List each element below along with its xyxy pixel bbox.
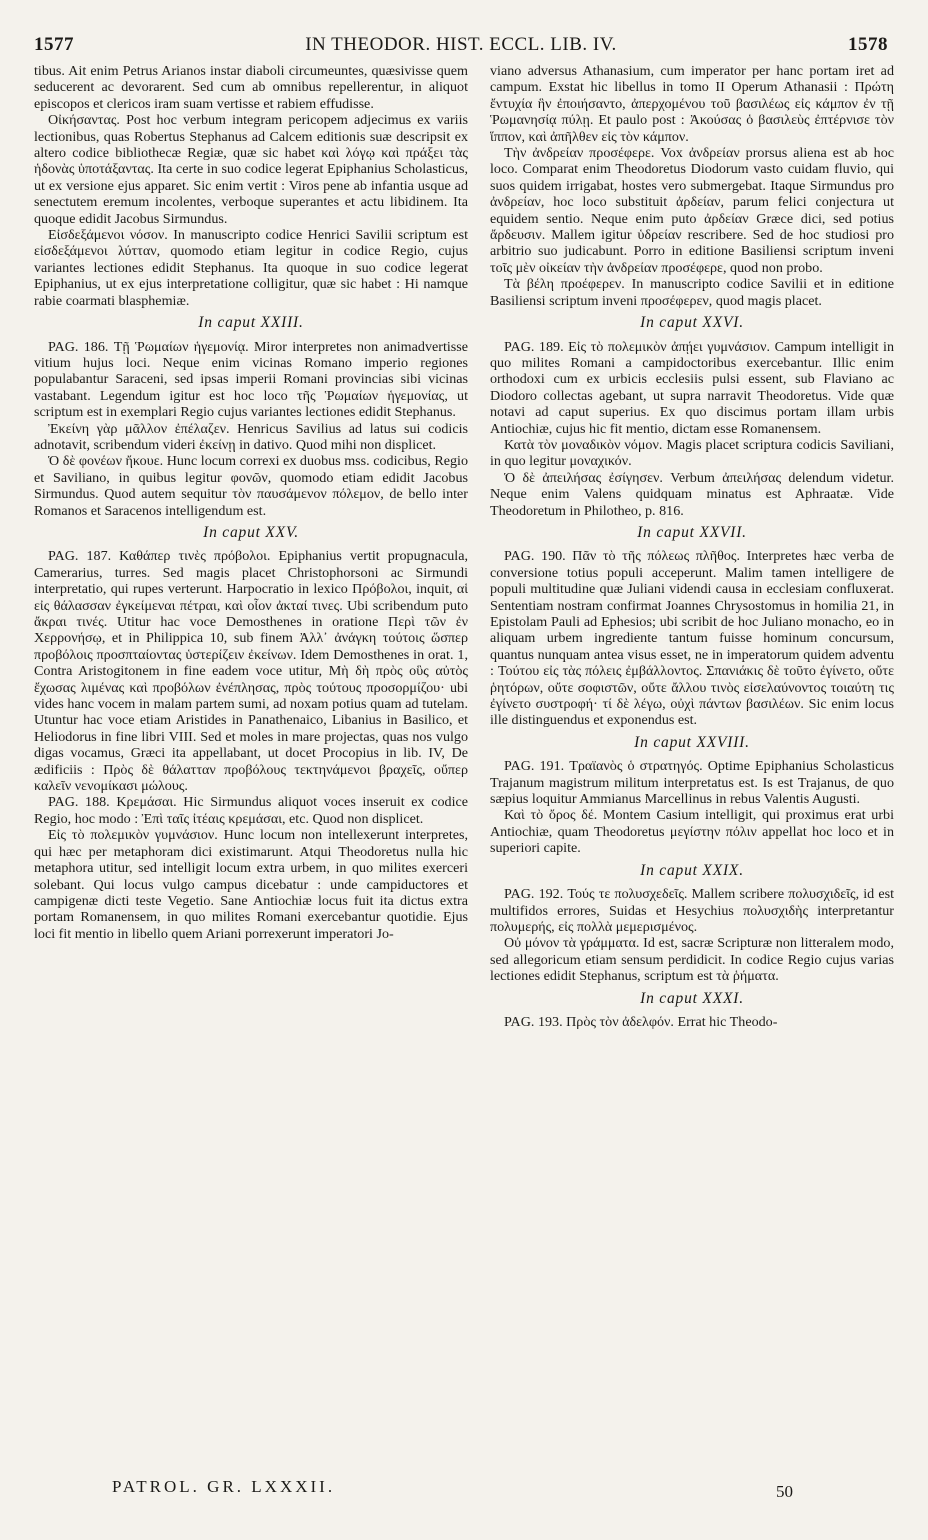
paragraph: Τὴν ἀνδρείαν προσέφερε. Vox ἀνδρείαν prorsus aliena est ab hoc loco. Comparat enim Theodoretus Diodorum vasto cuidam fluvio, qui suos quidem irrigabat, hostes vero submergebat. Itaque Sirmundus pro ἀνδρείαν, hoc loco substituit ἀρδείαν, parum felici conjectura ut equidem sentio. Neque enim puto ἀρδείαν Græce dici, sed potius ἄρδευσιν. Mallem igitur ὑδρείαν rescribere. Sed de hoc studiosi pro arbitrio suo judicabunt. Porro in editione Basiliensi scriptum inveni τοῖς μὲν οἰκείαν τὴν ἀνδρείαν προσέφερε, quod non probo. xyxy=(490,145,894,276)
paragraph: Ὁ δὲ ἀπειλήσας ἐσίγησεν. Verbum ἀπειλήσας delendum videtur. Neque enim Valens quidquam minatus est Aphraatæ. Vide Theodoretum in Philotheo, p. 816. xyxy=(490,469,894,519)
paragraph: tibus. Ait enim Petrus Arianos instar diaboli circumeuntes, quæsivisse quem seducerent ac devorarent. Sed cum ab omnibus repellerentur, in aliquot episcopos et clericos iram suam vertisse et rabiem effudisse. xyxy=(34,63,468,112)
paragraph: PAG. 188. Κρεμάσαι. Hic Sirmundus aliquot voces inseruit ex codice Regio, hoc modo : Ἐπὶ ταῖς ἰτέαις κρεμάσαι, etc. Quod non displicet. xyxy=(34,794,468,827)
paragraph: Εἰς τὸ πολεμικὸν γυμνάσιον. Hunc locum non intellexerunt interpretes, qui hæc per metaphoram dici existimarunt. Atqui Theodoretus nulla hic metaphora utitur, sed intelligit locum extra urbem, in quo milites exerceri solebant. Qui locus vulgo campus dicebatur : unde campiductores et campigenæ dicti teste Vegetio. Sane Antiochiæ locus fuit ita dictus extra portam Romanensem, in quo milites Romani exercebantur quotidie. Ejus loci fit mentio in libello quem Ariani porrexerunt imperatori Jo- xyxy=(34,827,468,942)
right-page-number: 1578 xyxy=(848,34,888,55)
paragraph: Καὶ τὸ ὄρος δέ. Montem Casium intelligit, qui proximus erat urbi Antiochiæ, quam Theodoretus μεγίστην πόλιν appellat hoc loco et in superiori capite. xyxy=(490,807,894,857)
sheet-number: 50 xyxy=(776,1482,793,1501)
section-heading: In caput XXVIII. xyxy=(634,733,750,751)
paragraph: PAG. 193. Πρὸς τὸν ἀδελφόν. Errat hic Theodo- xyxy=(504,1013,778,1030)
section-heading: In caput XXIII. xyxy=(198,314,304,332)
paragraph: PAG. 191. Τραϊανὸς ὁ στρατηγός. Optime Epiphanius Scholasticus Trajanum magistrum militum interpretatus est. Is est Trajanus, de quo sæpius loquitur Ammianus Marcellinus in rebus Valentis Augusti. xyxy=(490,758,894,808)
paragraph: PAG. 186. Τῇ Ῥωμαίων ἡγεμονίᾳ. Miror interpretes non animadvertisse vitium hujus loci. Neque enim vicinas Romano imperio regiones populabantur Saraceni, sed ipsas imperii Romani provincias sibi vicinas vastabant. Legendum igitur est hoc loco τῆς Ῥωμαίων ἡγεμονίας, ut scriptum est in exemplari Regio cujus variantes lectiones edidit Stephanus. xyxy=(34,338,468,421)
paragraph: PAG. 189. Εἰς τὸ πολεμικὸν ἀπῄει γυμνάσιον. Campum intelligit in quo milites Romani a campidoctoribus exercebantur. Illic enim orthodoxi cum ex urbicis ecclesiis pulsi essent, sub Flaviano ac Diodoro collectas agebant, ut supra narravit Theodoretus. Vide quæ notavi ad caput superius. Ex quo discimus portam illam urbis Antiochiæ, cujus hic fit mentio, dictam esse Romanensem. xyxy=(490,338,894,437)
section-heading: In caput XXIX. xyxy=(640,861,744,879)
section-heading: In caput XXVII. xyxy=(637,523,747,541)
signature-mark: PATROL. GR. LXXXII. xyxy=(112,1477,336,1496)
section-heading: In caput XXV. xyxy=(203,523,299,541)
paragraph: PAG. 187. Καθάπερ τινὲς πρόβολοι. Epiphanius vertit propugnacula, Camerarius, turres. Sed magis placet Christophorsoni ac Sirmundi interpretatio, qui rupes verterunt. Harpocratio in lexico Πρόβολοι, inquit, αἱ εἰς θάλασσαν ἐγκείμεναι πέτραι, καὶ οἷον ἀκταί τινες. Ubi scribendum puto ἄκραι τινές. Utitur hac voce Demosthenes in oratione Περὶ τῶν ἐν Χερρονήσῳ, et in Philippica 10, sub finem Ἀλλ᾽ ἀνάγκη τούτοις ὥσπερ προβόλοις προσπταίοντας ὑστερίζειν ἐκείνων. Idem Demosthenes in orat. 1, Contra Aristogitonem in fine eadem voce utitur, Μὴ δὴ πρὸς οὓς αὐτὸς ἔχωσας λιμένας καὶ προβόλων ἐνέπλησας, πρὸς τούτους προσορμίζου· ubi vides hanc vocem in malam partem sumi, ad noxam potius quam ad tutelam. Utuntur hac voce etiam Aristides in Panathenaico, Libanius in Basilico, et Heliodorus in fine libri VIII. Sed et moles in mare projectas, quas nos vulgo digas vocamus, Græci ita appellabant, ut docet Procopius in lib. IV, De ædificiis : Πρὸς δὲ θάλατταν προβόλους τεκτηνάμενοι βραχεῖς, οὔπερ καλεῖν νενομίκασι μώλους. xyxy=(34,548,468,795)
paragraph: PAG. 192. Τούς τε πολυσχεδεῖς. Mallem scribere πολυσχιδεῖς, id est multifidos errores, Suidas et Hesychius πολυσχιδὴς interpretantur πολυμερής, εἰς πολλὰ μεμερισμένος. xyxy=(490,886,894,935)
section-heading: In caput XXVI. xyxy=(640,314,744,332)
paragraph: Ὁ δὲ φονέων ἤκουε. Hunc locum correxi ex duobus mss. codicibus, Regio et Saviliano, in quibus legitur φονῶν, quomodo etiam edidit Jacobus Sirmundus. Quod autem sequitur τὸν παυσάμενον πόλεμον, de bello inter Romanos et Saracenos intelligendum est. xyxy=(34,453,468,519)
running-title: IN THEODOR. HIST. ECCL. LIB. IV. xyxy=(305,34,617,55)
paragraph: PAG. 190. Πᾶν τὸ τῆς πόλεως πλῆθος. Interpretes hæc verba de conversione totius populi acceperunt. Malim tamen intelligere de populi multitudine quæ Juliani videndi causa in ecclesiam confluxerat. Sententiam nostram confirmat Joannes Chrysostomus in homilia 21, in Epistolam Pauli ad Ephesios; ubi scribit de hoc Juliano monacho, eo in aliquam urbem ingrediente tantum fuisse hominum concursum, quantus nunquam antea visus esset, ne in imperatorum quidem adventu : Τούτου εἰς τὰς πόλεις ἐμβάλλοντος. Σπανιάκις δὲ τοῦτο ἐγίνετο, οὔτε ῥητόρων, οὔτε σοφιστῶν, οὔτε ἄλλου τινὸς εἰσελαύνοντος τοιαύτη τις ἐγίνετο συστροφή· τί δὲ λέγω, οὐχὶ πάντων βασιλέων. Sic enim locus ille distinguendus et exponendus est. xyxy=(490,548,894,729)
paragraph: Κατὰ τὸν μοναδικὸν νόμον. Magis placet scriptura codicis Saviliani, in quo legitur μοναχικόν. xyxy=(490,436,894,470)
paragraph: Τὰ βέλη προέφερεν. In manuscripto codice Savilii et in editione Basiliensi scriptum inveni προσέφερεν, quod magis placet. xyxy=(490,276,894,309)
paragraph: Οὐ μόνον τὰ γράμματα. Id est, sacræ Scripturæ non litteralem modo, sed allegoricum etiam sensum perdidicit. In codice Regio cujus varias lectiones edidit Stephanus, scriptum est τὰ ῥήματα. xyxy=(490,935,894,985)
paragraph: viano adversus Athanasium, cum imperator per hanc portam iret ad campum. Exstat hic libellus in tomo II Operum Athanasii : Πρώτη ἔντυχία ἣν ἐποιήσαντο, ἀπερχομένου τοῦ βασιλέως εἰς κάμπον ἐν τῇ Ῥωμανησίᾳ πύλῃ. Et paulo post : Ἀκούσας ὁ βασιλεὺς ἐπτέρνισε τὸν ἵππον, καὶ ἀπῆλθεν εἰς τὸν κάμπον. xyxy=(490,63,894,145)
paragraph: Οἰκήσαντας. Post hoc verbum integram pericopem adjecimus ex variis lectionibus, quas Robertus Stephanus ad Calcem editionis suæ descripsit ex altero codice bibliothecæ Regiæ, quæ sic habet καὶ λόγῳ καὶ πράξει τὰς ἡδονὰς ὑποτάξαντας. Ita certe in suo codice legerat Epiphanius Scholasticus, ut ex versione ejus apparet. Sic enim vertit : Viros pene ab infantia usque ad senectutem eremum incolentes, verboque superantes et actu libidinem. Ita quoque edidit Jacobus Sirmundus. xyxy=(34,112,468,227)
right-column xyxy=(490,63,894,1030)
left-page-number: 1577 xyxy=(34,34,74,55)
section-heading: In caput XXXI. xyxy=(640,989,744,1007)
left-column xyxy=(34,63,468,942)
running-header xyxy=(34,34,888,60)
paragraph: Εἰσδεξάμενοι νόσον. In manuscripto codice Henrici Savilii scriptum est εἰσδεξάμενοι λύτταν, quomodo etiam legitur in codice Regio, cujus variantes lectiones edidit Stephanus. Ita quoque in suo codice legerat Epiphanius, ut ex ejus interpretatione colligitur, quæ sic habet : Hi namque rabie coarmati blasphemiæ. xyxy=(34,227,468,309)
paragraph: Ἐκείνη γὰρ μᾶλλον ἐπέλαζεν. Henricus Savilius ad latus sui codicis adnotavit, scribendum videri ἐκείνῃ in dativo. Quod mihi non displicet. xyxy=(34,420,468,453)
